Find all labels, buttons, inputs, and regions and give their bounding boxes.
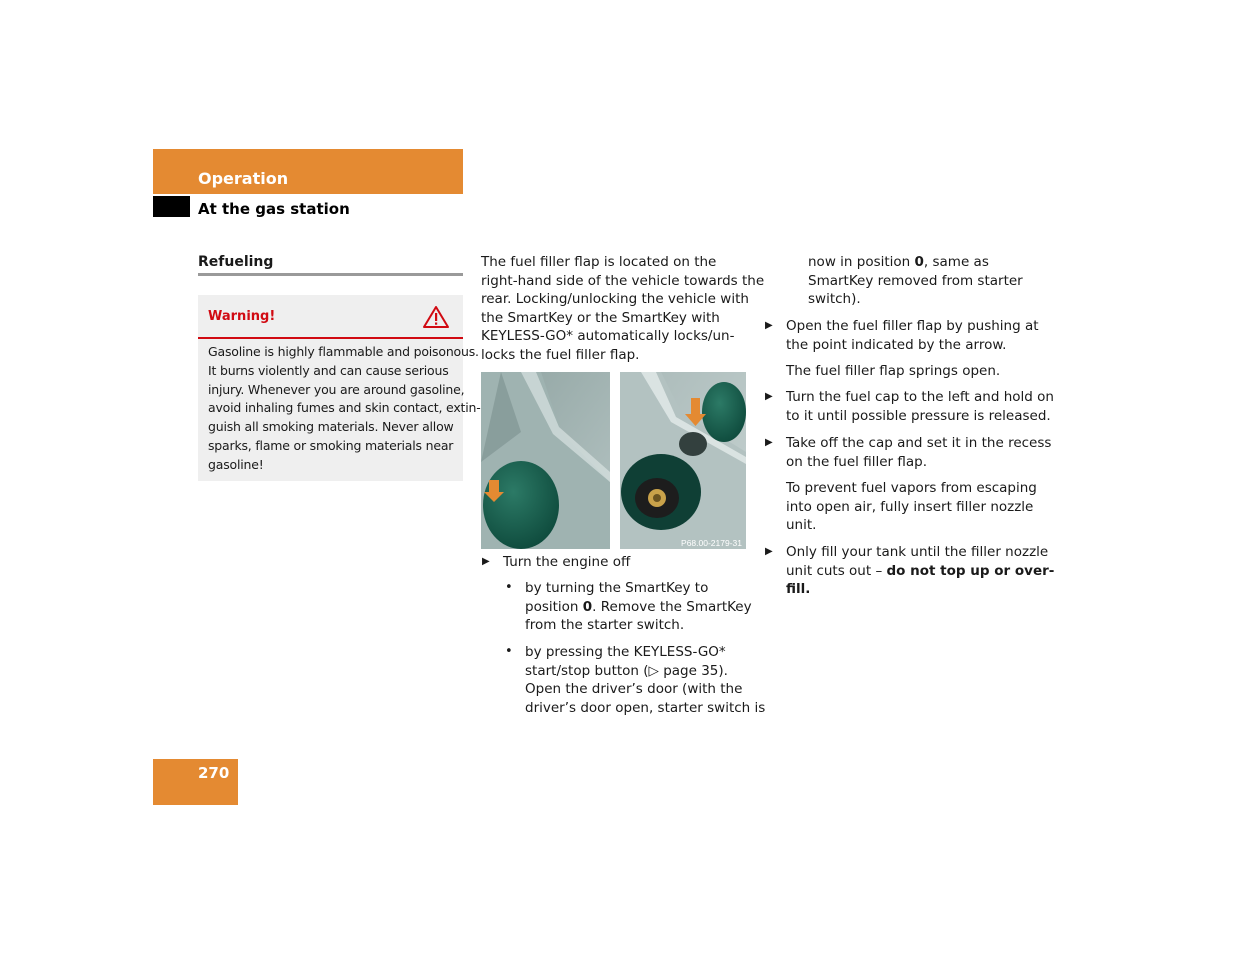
step-line: Take off the cap and set it in the recess — [786, 435, 1052, 451]
warning-line: injury. Whenever you are around gasoline, — [208, 381, 465, 397]
step-remove-cap — [786, 434, 1051, 471]
intro-line: rear. Locking/unlocking the vehicle with — [481, 291, 749, 308]
position-zero: 0 — [582, 598, 593, 615]
warning-line: avoid inhaling fumes and skin contact, extin- — [208, 400, 481, 416]
warning-line: gasoline! — [208, 456, 264, 472]
step-open-flap — [786, 317, 1039, 354]
bullet-line: from the starter switch. — [525, 617, 685, 634]
heading-divider — [198, 273, 463, 276]
warning-line: guish all smoking materials. Never allow — [208, 419, 454, 435]
intro-line: The fuel filler flap is located on the — [481, 254, 717, 270]
step-turn-engine-off: Turn the engine off — [503, 554, 631, 570]
note-line: To prevent fuel vapors from escaping — [786, 480, 1037, 496]
photo-open-flap — [620, 372, 746, 549]
bullet-line: driver’s door open, starter switch is — [525, 699, 766, 716]
position-zero: 0 — [914, 254, 924, 270]
bullet-icon: • — [505, 580, 513, 595]
step-open-flap-result: The fuel filler flap springs open. — [786, 363, 1001, 379]
bullet-line — [808, 253, 1023, 272]
warning-triangle-icon — [422, 305, 450, 329]
intro-line: KEYLESS-GO* automatically locks/un- — [481, 328, 735, 345]
warning-line: It burns violently and can cause serious — [208, 362, 449, 378]
step-line — [786, 580, 1054, 599]
subsection-title: At the gas station — [198, 200, 350, 218]
bullet-text: now in position — [808, 254, 915, 270]
photo-caption: P68.00-2179-31 — [681, 538, 742, 548]
step-arrow-icon: ▶ — [765, 437, 773, 448]
bullet-smartkey — [525, 579, 752, 635]
warning-text — [208, 343, 481, 475]
step-line: to it until possible pressure is released. — [786, 407, 1051, 424]
step-arrow-icon: ▶ — [765, 320, 773, 331]
warning-label: Warning! — [208, 309, 276, 324]
step-line: Only fill your tank until the filler nozzle — [786, 544, 1049, 560]
bullet-line: SmartKey removed from starter — [808, 272, 1023, 289]
bullet-line: by turning the SmartKey to — [525, 580, 709, 596]
step-turn-cap — [786, 388, 1054, 425]
warning-line: sparks, flame or smoking materials near — [208, 437, 454, 453]
step-emphasis: fill. — [786, 581, 811, 598]
bullet-text: position — [525, 598, 583, 615]
step-arrow-icon: ▶ — [765, 391, 773, 402]
refueling-heading: Refueling — [198, 254, 274, 270]
intro-line: the SmartKey or the SmartKey with — [481, 309, 720, 326]
bullet-line — [525, 598, 752, 617]
step-remove-cap-note — [786, 479, 1037, 535]
photo-closed-flap — [481, 372, 610, 549]
section-marker — [153, 196, 190, 217]
note-line: unit. — [786, 517, 817, 534]
bullet-line: switch). — [808, 291, 861, 308]
step-arrow-icon: ▶ — [482, 556, 490, 567]
step-line: on the fuel filler flap. — [786, 453, 927, 470]
bullet-continuation — [808, 253, 1023, 309]
step-emphasis: do not top up or over- — [886, 562, 1055, 579]
bullet-line: start/stop button (▷ page 35). — [525, 662, 728, 679]
intro-line: right-hand side of the vehicle towards the — [481, 272, 765, 289]
warning-divider — [198, 337, 463, 339]
bullet-text: , same as — [923, 254, 989, 270]
step-line: Open the fuel filler flap by pushing at — [786, 318, 1039, 334]
intro-line: locks the fuel filler flap. — [481, 346, 640, 363]
step-text: unit cuts out – — [786, 562, 887, 579]
step-fill-tank — [786, 543, 1054, 599]
step-line: the point indicated by the arrow. — [786, 336, 1007, 353]
fuel-filler-flap-photos — [481, 372, 746, 549]
bullet-line: Open the driver’s door (with the — [525, 681, 743, 698]
section-title: Operation — [198, 169, 289, 188]
bullet-line: by pressing the KEYLESS-GO* — [525, 644, 726, 660]
step-line — [786, 562, 1054, 581]
intro-paragraph — [481, 253, 764, 365]
page-number: 270 — [198, 764, 230, 782]
bullet-icon: • — [505, 644, 513, 659]
step-line: Turn the fuel cap to the left and hold on — [786, 389, 1054, 405]
step-arrow-icon: ▶ — [765, 546, 773, 557]
warning-line: Gasoline is highly flammable and poisonous. — [208, 344, 479, 359]
bullet-keyless-go — [525, 643, 765, 717]
note-line: into open air, fully insert filler nozzle — [786, 498, 1034, 515]
bullet-text: . Remove the SmartKey — [592, 598, 752, 615]
